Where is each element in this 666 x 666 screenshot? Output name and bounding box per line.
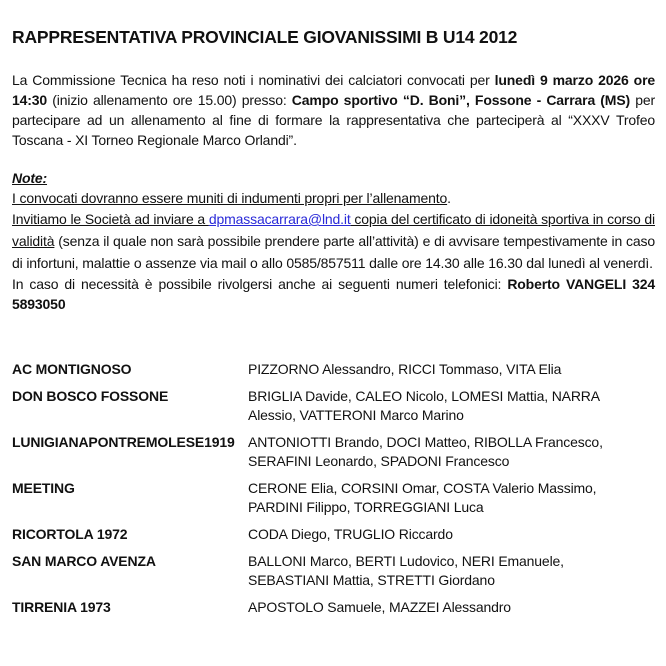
convocation-date: lunedì 9 marzo 2026 ore 14:30: [12, 72, 656, 108]
roster-table: [12, 360, 655, 625]
club-name: TIRRENIA 1973: [12, 599, 111, 615]
note-clothing: [12, 188, 655, 208]
note-period: .: [447, 190, 451, 206]
venue: Campo sportivo “D. Boni”, Fossone - Carrara (MS): [291, 92, 631, 108]
player-list: BALLONI Marco, BERTI Ludovico, NERI Emanuele, SEBASTIANI Mattia, STRETTI Giordano: [248, 553, 564, 588]
table-row: [12, 598, 655, 617]
player-list: PIZZORNO Alessandro, RICCI Tommaso, VITA Elia: [248, 361, 562, 377]
note-certificate-post: copia del certificato di idoneità sportiva in corso di validità: [12, 211, 655, 249]
intro-paragraph: [12, 70, 655, 150]
intro-text: per partecipare ad un allenamento al fine di formare la rappresentativa che parteciperà al “XXXV Trofeo Toscana - XI Torneo Regionale Marco Orlandi”.: [12, 92, 655, 148]
note-contact: [12, 274, 655, 314]
table-row: [12, 479, 655, 517]
table-row: [12, 433, 655, 471]
contact-person: Roberto VANGELI 324 5893050: [12, 276, 656, 312]
player-list: CODA Diego, TRUGLIO Riccardo: [248, 526, 453, 542]
table-row: [12, 387, 655, 425]
table-row: [12, 552, 655, 590]
note-certificate-pre: Invitiamo le Società ad inviare a: [12, 211, 209, 227]
document-body: [12, 26, 655, 314]
player-list: APOSTOLO Samuele, MAZZEI Alessandro: [248, 599, 511, 615]
intro-text: (inizio allenamento ore 15.00) presso:: [47, 92, 292, 108]
note-clothing-text: I convocati dovranno essere muniti di indumenti propri per l’allenamento: [12, 190, 448, 206]
note-certificate-rest: (senza il quale non sarà possibile prendere parte all’attività) e di avvisare tempestivamente in caso di infortuni, malattie o assenze via mail o allo 0585/857511 dalle ore 14.30 alle 16.30 dal lunedì al venerdì.: [12, 233, 655, 271]
notes-section: [12, 168, 655, 314]
notes-heading: Note:: [12, 170, 48, 186]
club-name: RICORTOLA 1972: [12, 526, 128, 542]
intro-text: La Commissione Tecnica ha reso noti i nominativi dei calciatori convocati per: [12, 72, 495, 88]
club-name: DON BOSCO FOSSONE: [12, 388, 169, 404]
player-list: CERONE Elia, CORSINI Omar, COSTA Valerio Massimo, PARDINI Filippo, TORREGGIANI Luca: [248, 480, 597, 515]
club-name: LUNIGIANAPONTREMOLESE1919: [12, 434, 235, 450]
player-list: ANTONIOTTI Brando, DOCI Matteo, RIBOLLA Francesco, SERAFINI Leonardo, SPADONI Francesco: [248, 434, 603, 469]
table-row: [12, 525, 655, 544]
table-row: [12, 360, 655, 379]
club-name: MEETING: [12, 480, 75, 496]
note-certificate: [12, 208, 655, 274]
page-title: RAPPRESENTATIVA PROVINCIALE GIOVANISSIMI B U14 2012: [12, 27, 518, 47]
club-name: SAN MARCO AVENZA: [12, 553, 156, 569]
player-list: BRIGLIA Davide, CALEO Nicolo, LOMESI Mattia, NARRA Alessio, VATTERONI Marco Marino: [248, 388, 600, 423]
club-name: AC MONTIGNOSO: [12, 361, 132, 377]
note-contact-text: In caso di necessità è possibile rivolgersi anche ai seguenti numeri telefonici:: [12, 276, 508, 292]
email-link[interactable]: dpmassacarrara@lnd.it: [208, 211, 351, 227]
